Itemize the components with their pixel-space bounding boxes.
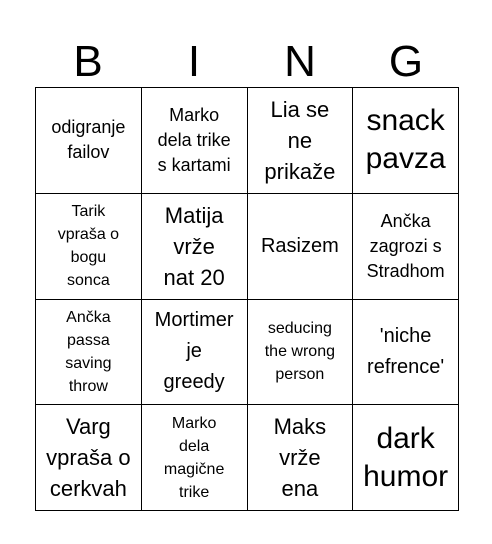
bingo-cell[interactable]	[36, 194, 142, 300]
bingo-cell[interactable]	[248, 300, 354, 406]
bingo-cell-text: Lia se ne prikaže	[264, 96, 336, 184]
bingo-cell[interactable]	[353, 405, 459, 511]
bingo-cell-text: Matija vrže nat 20	[163, 202, 225, 290]
bingo-cell[interactable]	[36, 88, 142, 194]
header-letter-i: I	[187, 37, 201, 86]
header-letter-b: B	[73, 37, 103, 86]
bingo-cell[interactable]	[248, 88, 354, 194]
bingo-cell-text: Tarik vpraša o bogu sonca	[57, 203, 120, 290]
bingo-grid	[35, 87, 459, 511]
bingo-cell[interactable]	[248, 194, 354, 300]
bingo-cell[interactable]	[36, 405, 142, 511]
bingo-cell-text: odigranje failov	[51, 117, 126, 163]
bingo-cell[interactable]	[353, 300, 459, 406]
bingo-cell[interactable]	[36, 300, 142, 406]
bingo-cell[interactable]	[353, 194, 459, 300]
bingo-cell-text: seducing the wrong person	[264, 320, 335, 384]
bingo-cell[interactable]	[353, 88, 459, 194]
bingo-header	[35, 36, 459, 88]
bingo-cell-text: Ančka passa saving throw	[65, 308, 112, 395]
bingo-cell[interactable]	[142, 194, 248, 300]
header-letter-g: G	[388, 37, 424, 86]
bingo-cell[interactable]	[248, 405, 354, 511]
bingo-cell[interactable]	[142, 405, 248, 511]
bingo-cell-text: snack pavza	[365, 104, 446, 176]
header-letter-n: N	[284, 37, 316, 86]
bingo-cell-text: Marko dela magične trike	[163, 414, 225, 501]
bingo-cell-text: Marko dela trike s kartami	[157, 104, 231, 175]
bingo-cell-text: Ančka zagrozi s Stradhom	[366, 210, 445, 281]
bingo-cell-text: 'niche refrence'	[367, 324, 445, 378]
bingo-cell[interactable]	[142, 300, 248, 406]
bingo-cell-text: Maks vrže ena	[273, 414, 327, 502]
bingo-cell-text: Rasizem	[260, 234, 339, 257]
bingo-cell[interactable]	[142, 88, 248, 194]
bingo-cell-text: Mortimer je greedy	[154, 309, 234, 394]
bingo-cell-text: Varg vpraša o cerkvah	[46, 414, 131, 502]
bingo-cell-text: dark humor	[363, 421, 449, 493]
